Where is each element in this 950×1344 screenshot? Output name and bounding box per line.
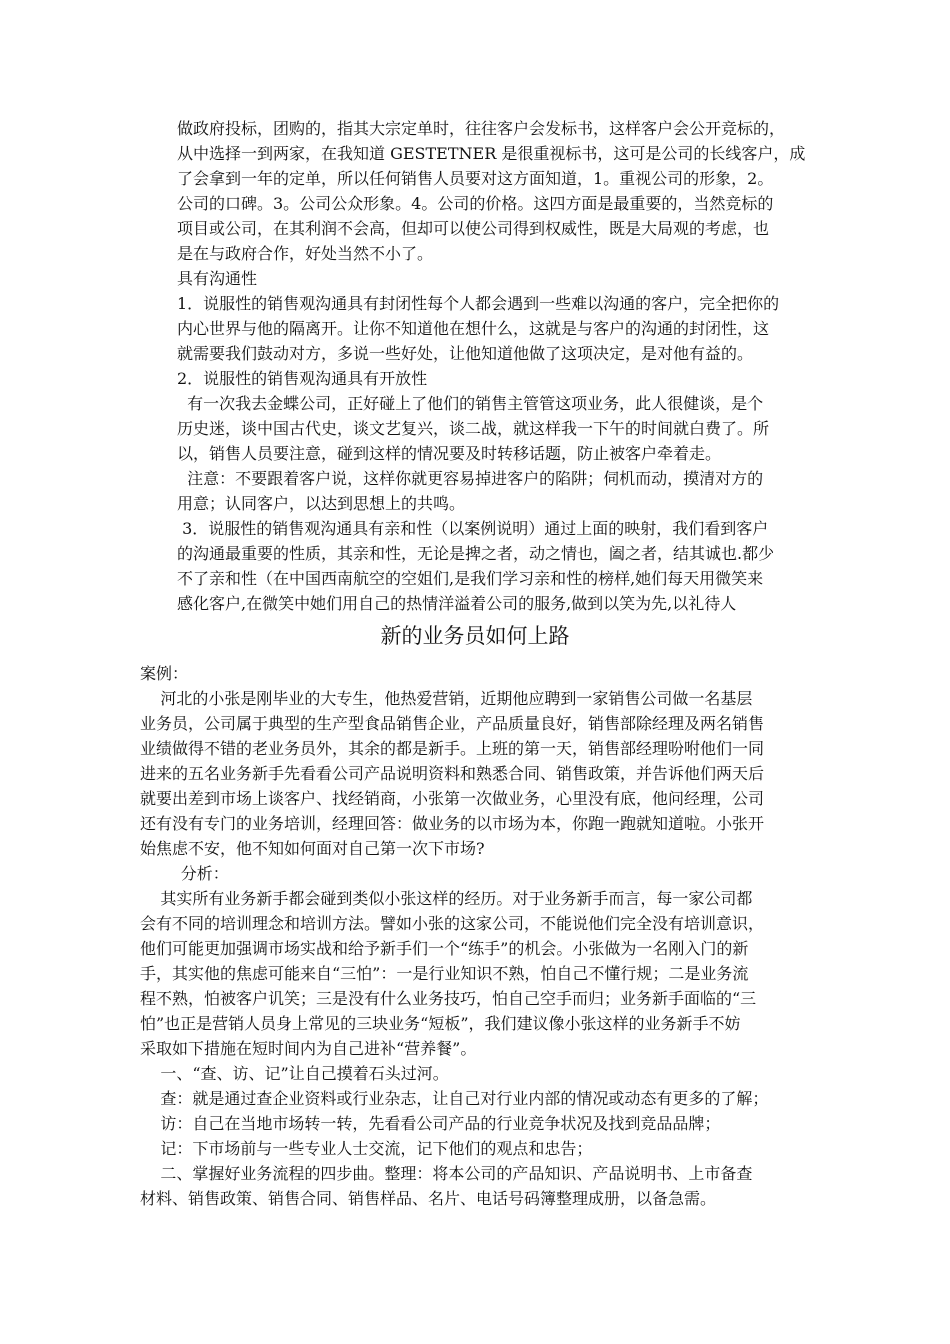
text-line: 其实所有业务新手都会碰到类似小张这样的经历。对于业务新手而言，每一家公司都 xyxy=(140,889,753,908)
text-line: 河北的小张是刚毕业的大专生，他热爱营销，近期他应聘到一家销售公司做一名基层 xyxy=(140,689,753,708)
text-line: 记：下市场前与一些专业人士交流，记下他们的观点和忠告； xyxy=(140,1139,593,1158)
article-title: 新的业务员如何上路 xyxy=(380,624,570,648)
text-line: 以，销售人员要注意，碰到这样的情况要及时转移话题，防止被客户牵着走。 xyxy=(177,444,722,463)
label-case: 案例： xyxy=(140,664,189,683)
text-line: 手，其实他的焦虑可能来自“三怕”：一是行业知识不熟，怕自己不懂行规；二是业务流 xyxy=(140,964,749,983)
text-line: 就需要我们鼓动对方，多说一些好处，让他知道他做了这项决定，是对他有益的。 xyxy=(177,344,754,363)
text-line: 有一次我去金蝶公司，正好碰上了他们的销售主管管这项业务，此人很健谈，是个 xyxy=(177,394,764,413)
text-line: 是在与政府合作，好处当然不小了。 xyxy=(177,244,434,263)
subheading: 具有沟通性 xyxy=(177,269,258,288)
text-line: 始焦虑不安，他不知如何面对自己第一次下市场? xyxy=(140,839,485,858)
text-line: 公司的口碑。3。公司公众形象。4。公司的价格。这四方面是最重要的，当然竞标的 xyxy=(177,194,774,213)
text-line: 3．说服性的销售观沟通具有亲和性（以案例说明）通过上面的映射，我们看到客户 xyxy=(177,519,769,538)
label-analysis: 分析： xyxy=(140,864,229,883)
text-line: 感化客户,在微笑中她们用自己的热情洋溢着公司的服务,做到以笑为先,以礼待人 xyxy=(177,594,737,613)
text-line: 历史迷，谈中国古代史，谈文艺复兴，谈二战，就这样我一下午的时间就白费了。所 xyxy=(177,419,770,438)
text-line: 他们可能更加强调市场实战和给予新手们一个“练手”的机会。小张做为一名刚入门的新 xyxy=(140,939,749,958)
text-line: 怕”也正是营销人员身上常见的三块业务“短板”，我们建议像小张这样的业务新手不妨 xyxy=(140,1014,741,1033)
section-1-body xyxy=(177,116,817,616)
text-line: 1．说服性的销售观沟通具有封闭性每个人都会遇到一些难以沟通的客户，完全把你的 xyxy=(177,294,780,313)
text-line: 的沟通最重要的性质，其亲和性，无论是捭之者，动之情也，阖之者，结其诚也.都少 xyxy=(177,544,775,563)
text-line: 业绩做得不错的老业务员外，其余的都是新手。上班的第一天，销售部经理吩咐他们一同 xyxy=(140,739,765,758)
text-line: 从中选择一到两家，在我知道 GESTETNER 是很重视标书，这可是公司的长线客户，成 xyxy=(177,144,806,163)
text-line: 项目或公司，在其利润不会高，但却可以使公司得到权威性，既是大局观的考虑，也 xyxy=(177,219,770,238)
text-line: 一、“查、访、记”让自己摸着石头过河。 xyxy=(140,1064,449,1083)
text-line: 进来的五名业务新手先看看公司产品说明资料和熟悉合同、销售政策，并告诉他们两天后 xyxy=(140,764,765,783)
text-line: 内心世界与他的隔离开。让你不知道他在想什么，这就是与客户的沟通的封闭性，这 xyxy=(177,319,770,338)
text-line: 程不熟，怕被客户讥笑；三是没有什么业务技巧，怕自己空手而归；业务新手面临的“三 xyxy=(140,989,757,1008)
text-line: 不了亲和性（在中国西南航空的空姐们,是我们学习亲和性的榜样,她们每天用微笑来 xyxy=(177,569,764,588)
text-line: 注意：不要跟着客户说，这样你就更容易掉进客户的陷阱；伺机而动，摸清对方的 xyxy=(177,469,764,488)
subheading: 2．说服性的销售观沟通具有开放性 xyxy=(177,369,428,388)
text-line: 业务员，公司属于典型的生产型食品销售企业，产品质量良好，销售部除经理及两名销售 xyxy=(140,714,765,733)
text-line: 采取如下措施在短时间内为自己进补“营养餐”。 xyxy=(140,1039,477,1058)
text-line: 会有不同的培训理念和培训方法。譬如小张的这家公司，不能说他们完全没有培训意识， xyxy=(140,914,765,933)
text-line: 了会拿到一年的定单，所以任何销售人员要对这方面知道，1。重视公司的形象，2。 xyxy=(177,169,774,188)
text-line: 访：自己在当地市场转一转，先看看公司产品的行业竞争状况及找到竞品品牌； xyxy=(140,1114,721,1133)
section-2-body xyxy=(140,661,817,1211)
text-line: 查：就是通过查企业资料或行业杂志，让自己对行业内部的情况或动态有更多的了解； xyxy=(140,1089,769,1108)
text-line: 二、掌握好业务流程的四步曲。整理：将本公司的产品知识、产品说明书、上市备查 xyxy=(140,1164,753,1183)
text-line: 就要出差到市场上谈客户、找经销商，小张第一次做业务，心里没有底，他问经理，公司 xyxy=(140,789,765,808)
text-line: 用意；认同客户，以达到思想上的共鸣。 xyxy=(177,494,466,513)
text-line: 材料、销售政策、销售合同、销售样品、名片、电话号码簿整理成册，以备急需。 xyxy=(140,1189,717,1208)
text-line: 做政府投标，团购的，指其大宗定单时，往往客户会发标书，这样客户会公开竞标的， xyxy=(177,119,786,138)
text-line: 还有没有专门的业务培训，经理回答：做业务的以市场为本，你跑一跑就知道啦。小张开 xyxy=(140,814,765,833)
